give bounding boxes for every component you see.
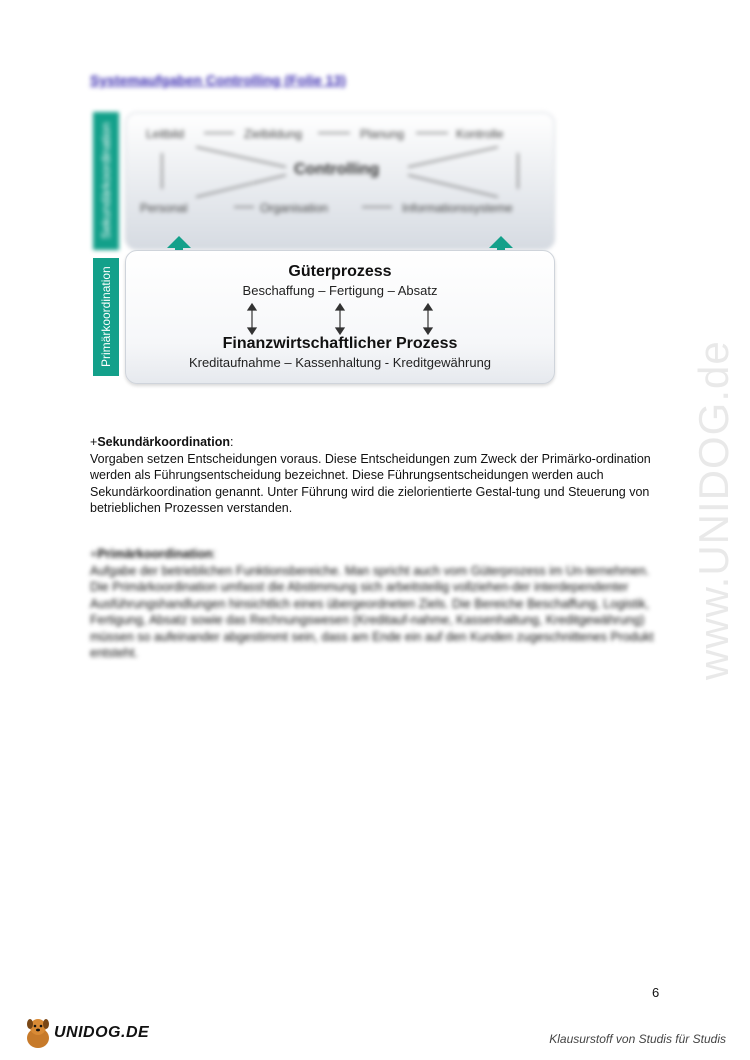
page-number: 6 [652, 985, 660, 1000]
logo-text: UNIDOG.DE [54, 1024, 150, 1041]
primary-panel [125, 250, 555, 384]
gueterprozess-sub: Beschaffung – Fertigung – Absatz [242, 283, 438, 298]
node-planung: Planung [360, 127, 405, 141]
primaer-body: Aufgabe der betrieblichen Funktionsbereiche. Man spricht auch vom Güterprozess im Un-ternehmen. Die Primärkoordination umfasst die Abstimmung sich arbeitsteilig vollziehen-der interdependenter Ausführungshandlungen hinsichtlich eines übergeordneten Ziels. Die Bereiche Beschaffung, Logistik, Fertigung, Absatz sowie das Rechnungswesen (Kreditauf-nahme, Kassenhaltung, Kreditgewährung) müssen so aufeinander abgestimmt sein, dass am Ende ein auf den Kunden zugeschnittenes Produkt entsteht. [90, 563, 654, 660]
sekundaer-title: Sekundärkoordination [97, 435, 230, 449]
node-zielbildung: Zielbildung [244, 127, 303, 141]
section-heading: Systemaufgaben Controlling (Folie 13) [90, 72, 346, 88]
node-organisation: Organisation [260, 201, 329, 215]
primaer-title: Primärkoordination [97, 547, 213, 561]
side-label-secondary: Sekundärkoordination [93, 112, 119, 250]
node-controlling: Controlling [294, 161, 380, 178]
node-informationssysteme: Informationssysteme [402, 201, 513, 215]
footer-logo [22, 1016, 149, 1050]
watermark: www.UNIDOG.de [690, 340, 737, 680]
plus-icon: + [90, 547, 98, 561]
plus-icon: + [90, 435, 98, 449]
node-kontrolle: Kontrolle [456, 127, 504, 141]
gueterprozess-title: Güterprozess [288, 263, 392, 280]
connector-lines [126, 113, 554, 249]
secondary-panel [125, 112, 555, 250]
sekundaer-body: Vorgaben setzen Entscheidungen voraus. Diese Entscheidungen zum Zweck der Primärko-ordination werden als Führungsentscheidung bezeichnet. Diese Führungsentscheidungen werden auch Sekundärkoordination genannt. Unter Führung wird die zielorientierte Gestal-tung und Steuerung von betrieblichen Prozessen verstanden. [90, 451, 651, 515]
side-label-primary: Primärkoordination [93, 258, 119, 376]
controlling-diagram [93, 112, 555, 384]
node-leitbild: Leitbild [146, 127, 185, 141]
finanz-sub: Kreditaufnahme – Kassenhaltung - Kreditgewährung [188, 355, 492, 370]
dog-logo-icon [22, 1016, 54, 1050]
sekundaer-section: +Sekundärkoordination: Vorgaben setzen Entscheidungen voraus. Diese Entscheidungen zum Zweck der Primärko-ordination werden als Führungsentscheidung bezeichnet. Diese Führungsentscheidungen werden auch Sekundärkoordination genannt. Unter Führung wird die zielorientierte Gestal-tung und Steuerung von betrieblichen Prozessen verstanden. [90, 434, 662, 517]
finanz-title: Finanzwirtschaftlicher Prozess [222, 335, 458, 352]
node-personal: Personal [140, 201, 188, 215]
primaer-section: +Primärkoordination: Aufgabe der betrieblichen Funktionsbereiche. Man spricht auch vom Güterprozess im Un-ternehmen. Die Primärkoordination umfasst die Abstimmung sich arbeitsteilig vollziehen-der interdependenter Ausführungshandlungen hinsichtlich eines übergeordneten Ziels. Die Bereiche Beschaffung, Logistik, Fertigung, Absatz sowie das Rechnungswesen (Kreditauf-nahme, Kassenhaltung, Kreditgewährung) müssen so aufeinander abgestimmt sein, dass am Ende ein auf den Kunden zugeschnittenes Produkt entsteht. [90, 546, 662, 662]
footer-tagline: Klausurstoff von Studis für Studis [549, 1032, 726, 1046]
